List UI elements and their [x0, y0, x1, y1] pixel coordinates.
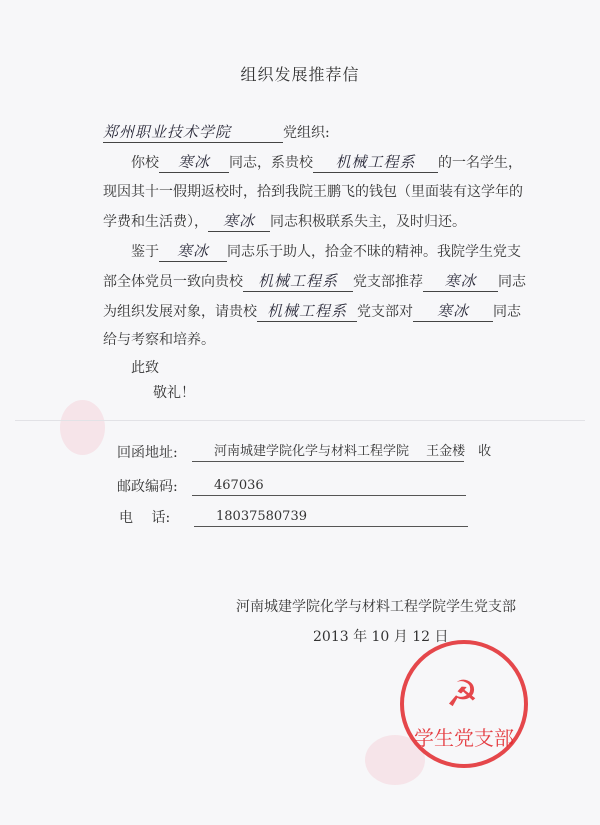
body-line: 现因其十一假期返校时，拾到我院王鹏飞的钱包（里面装有这学年的 [103, 184, 523, 200]
body-line [131, 241, 521, 262]
closing-salute: 敬礼！ [153, 385, 195, 401]
stamp-text: 学生党支部 [414, 726, 514, 750]
letter-title: 组织发展推荐信 [240, 65, 360, 84]
body-line [103, 211, 466, 232]
address-label: 回函地址: [117, 445, 178, 461]
handwritten-org: 郑州职业技术学院 [103, 122, 283, 143]
text: 同志乐于助人，拾金不昧的精神。我院学生党支 [227, 244, 521, 260]
text: 同志 [493, 304, 521, 320]
postcode-value: 467036 [192, 477, 466, 496]
salutation [103, 122, 330, 143]
signature-date: 2013 年 10 月 12 日 [313, 629, 449, 645]
stain [60, 400, 105, 455]
text: 的一名学生， [438, 155, 522, 171]
fold-line [15, 420, 585, 421]
text: 党支部对 [357, 304, 413, 320]
body-line [103, 301, 521, 322]
hammer-sickle-icon: ☭ [446, 674, 479, 715]
postcode-label: 邮政编码: [117, 479, 178, 495]
official-stamp [400, 640, 528, 768]
handwritten-dept: 机械工程系 [257, 301, 357, 322]
signature-org: 河南城建学院化学与材料工程学院学生党支部 [236, 599, 516, 615]
handwritten-dept: 机械工程系 [313, 152, 438, 173]
text: 你校 [131, 155, 159, 171]
phone-label: 电 话: [119, 510, 171, 526]
text: 同志，系贵校 [229, 155, 313, 171]
handwritten-name: 寒冰 [159, 241, 227, 262]
phone-value: 18037580739 [194, 508, 468, 527]
handwritten-name: 寒冰 [423, 271, 498, 292]
text: 党支部推荐 [353, 274, 423, 290]
text: 同志 [498, 274, 526, 290]
text: 学费和生活费）， [103, 214, 208, 230]
address-value: 河南城建学院化学与材料工程学院 王金楼 收 [192, 443, 464, 462]
body-line: 给与考察和培养。 [103, 332, 215, 348]
salutation-suffix: 党组织: [283, 125, 330, 141]
handwritten-name: 寒冰 [208, 211, 270, 232]
text: 鉴于 [131, 244, 159, 260]
text: 部全体党员一致向贵校 [103, 274, 243, 290]
handwritten-name: 寒冰 [413, 301, 493, 322]
handwritten-dept: 机械工程系 [243, 271, 353, 292]
handwritten-name: 寒冰 [159, 152, 229, 173]
closing: 此致 [131, 360, 159, 376]
body-line [103, 271, 526, 292]
text: 同志积极联系失主，及时归还。 [270, 214, 466, 230]
text: 为组织发展对象，请贵校 [103, 304, 257, 320]
body-line [131, 152, 522, 173]
